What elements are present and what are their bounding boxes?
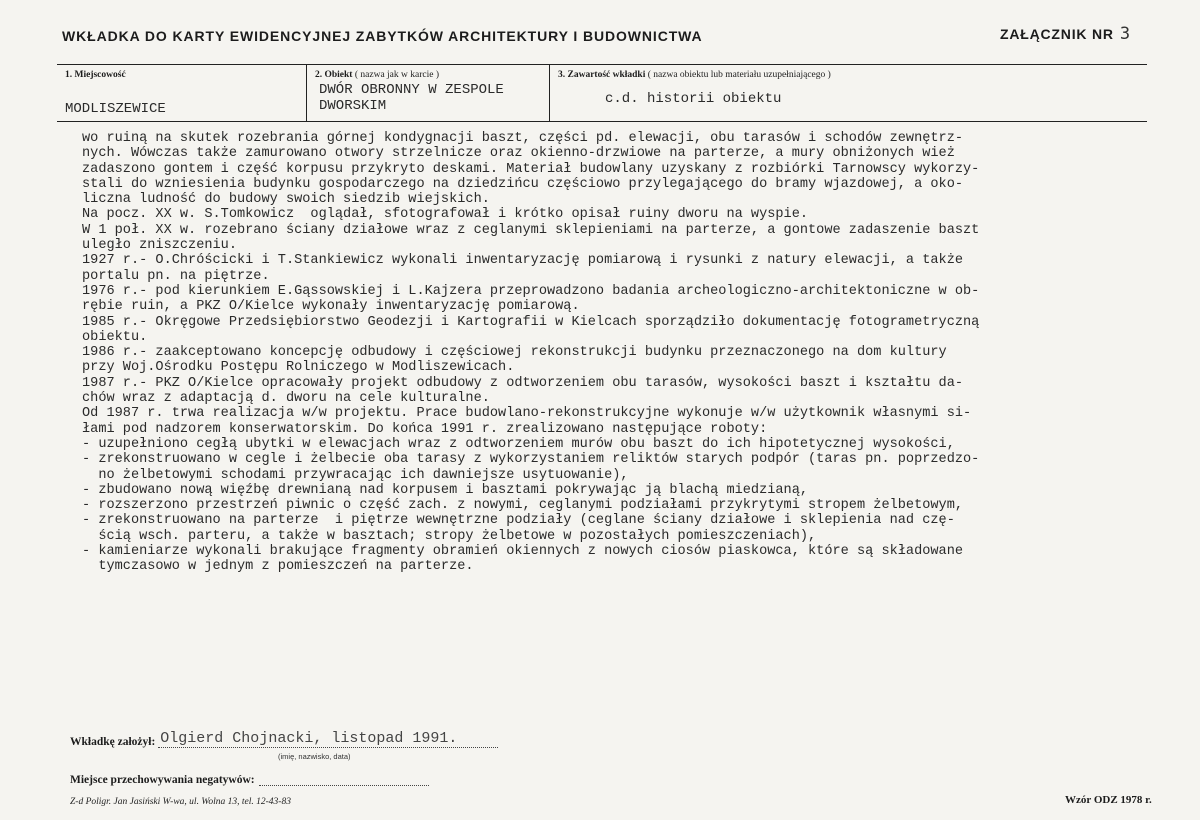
body-text xyxy=(82,131,1172,575)
body-line: stali do wzniesienia budynku gospodarczego na dziedzińcu częściowo przylegającego do bramy wjazdowej, a oko- xyxy=(82,176,964,192)
body-line: 1927 r.- O.Chróścicki i T.Stankiewicz wykonali inwentaryzację pomiarową i rysunki z natury elewacji, a także xyxy=(82,253,964,269)
body-line: 1985 r.- Okręgowe Przedsiębiorstwo Geodezji i Kartografii w Kielcach sporządziło dokumentację fotogrametryczną xyxy=(82,314,980,330)
header-fields-table xyxy=(57,64,1147,122)
negatives-label: Miejsce przechowywania negatywów: xyxy=(70,774,255,786)
body-line: - uzupełniono cegłą ubytki w elewacjach wraz z odtworzeniem murów obu baszt do ich hipotetycznej wysokości, xyxy=(82,436,955,452)
author-row xyxy=(70,730,498,748)
object-value-line-1: DWÓR OBRONNY W ZESPOLE xyxy=(319,82,504,98)
body-line: - zbudowano nową więźbę drewnianą nad korpusem i basztami pokrywając ją blachą miedzianą, xyxy=(82,482,809,498)
negatives-row xyxy=(70,774,429,786)
object-value-line-2: DWORSKIM xyxy=(319,98,387,114)
content-label-hint: ( nazwa obiektu lub materiału uzupełniającego ) xyxy=(647,70,831,80)
body-line: zadaszono gontem i część korpusu przykryto deskami. Materiał budowlany uzyskany z rozbiórki Tarnowscy wykorzy- xyxy=(82,161,980,177)
content-value: c.d. historii obiektu xyxy=(605,91,782,107)
body-line: portalu pn. na piętrze. xyxy=(82,268,270,284)
author-hint: (imię, nazwisko, data) xyxy=(278,752,351,761)
body-line: wo ruiną na skutek rozebrania górnej kondygnacji baszt, części pd. elewacji, obu tarasów i schodów zewnętrz- xyxy=(82,131,964,146)
content-label-text: 3. Zawartość wkładki xyxy=(558,70,646,80)
body-line: chów wraz z adaptacją d. dworu na cele kulturalne. xyxy=(82,391,490,407)
body-line: Na pocz. XX w. S.Tomkowicz oglądał, sfotografował i krótko opisał ruiny dworu na wyspie. xyxy=(82,207,809,223)
annex-label: ZAŁĄCZNIK NR xyxy=(1000,26,1114,42)
form-pattern: Wzór ODZ 1978 r. xyxy=(1065,794,1152,806)
body-line: - zrekonstruowano na parterze i piętrze wewnętrzne podziały (ceglane ściany działowe i sklepienia nad czę- xyxy=(82,513,955,529)
body-line: liczna ludność do budowy swoich siedzib wiejskich. xyxy=(82,192,490,208)
body-line: 1987 r.- PKZ O/Kielce opracowały projekt odbudowy z odtworzeniem obu tarasów, wysokości baszt i kształtu da- xyxy=(82,375,964,391)
author-label: Wkładkę założył: xyxy=(70,736,156,748)
annex-number xyxy=(1000,24,1131,44)
locality-cell xyxy=(57,65,306,121)
body-line: uległo zniszczeniu. xyxy=(82,238,237,254)
object-label xyxy=(315,70,439,80)
annex-number-value: 3 xyxy=(1119,24,1131,44)
locality-value: MODLISZEWICE xyxy=(65,101,166,117)
body-line: W 1 poł. XX w. rozebrano ściany działowe wraz z ceglanymi sklepieniami na parterze, a gontowe zadaszenie baszt xyxy=(82,222,980,238)
body-line: obiektu. xyxy=(82,329,148,345)
body-line: - kamieniarze wykonali brakujące fragmenty obramień okiennych z nowych ciosów piaskowca, które są składowane xyxy=(82,544,964,560)
body-line: - rozszerzono przestrzeń piwnic o część zach. z nowymi, ceglanymi podziałami przykrytymi stropem żelbetowym, xyxy=(82,498,964,514)
body-line: ścią wsch. parteru, a także w basztach; stropy żelbetowe w pozostałych pomieszczeniach), xyxy=(82,528,817,544)
object-cell xyxy=(306,65,549,121)
body-line: 1986 r.- zaakceptowano koncepcję odbudowy i częściowej rekonstrukcji budynku przeznaczonego na dom kultury xyxy=(82,345,947,361)
author-line xyxy=(158,730,498,748)
author-value: Olgierd Chojnacki, listopad 1991. xyxy=(160,730,458,747)
body-line: łami pod nadzorem konserwatorskim. Do końca 1991 r. zrealizowano następujące roboty: xyxy=(82,421,768,437)
object-label-text: 2. Obiekt xyxy=(315,70,353,80)
printer-imprint: Z-d Poligr. Jan Jasiński W-wa, ul. Wolna 13, tel. 12-43-83 xyxy=(70,797,291,807)
body-line: - zrekonstruowano w cegle i żelbecie oba tarasy z wykorzystaniem reliktów starych podpór (taras pn. poprzedzo- xyxy=(82,452,980,468)
locality-label: 1. Miejscowość xyxy=(65,70,126,80)
body-line: tymczasowo w jednym z pomieszczeń na parterze. xyxy=(82,559,474,575)
body-line: przy Woj.Ośrodku Postępu Rolniczego w Modliszewicach. xyxy=(82,360,515,376)
body-line: rębie ruin, a PKZ O/Kielce wykonały inwentaryzację pomiarową. xyxy=(82,299,580,315)
content-cell xyxy=(549,65,1147,121)
object-label-hint: ( nazwa jak w karcie ) xyxy=(354,70,439,80)
negatives-line xyxy=(259,774,429,786)
body-line: no żelbetowymi schodami przywracając ich dawniejsze usytuowanie), xyxy=(82,467,629,483)
body-line: 1976 r.- pod kierunkiem E.Gąssowskiej i L.Kajzera przeprowadzono badania archeologiczno-architektoniczne w ob- xyxy=(82,283,980,299)
body-line: nych. Wówczas także zamurowano otwory strzelnicze oraz okienno-drzwiowe na parterze, a mury obniżonych wież xyxy=(82,146,955,162)
form-title: WKŁADKA DO KARTY EWIDENCYJNEJ ZABYTKÓW ARCHITEKTURY I BUDOWNICTWA xyxy=(62,28,703,44)
content-label xyxy=(558,70,831,80)
body-line: Od 1987 r. trwa realizacja w/w projektu. Prace budowlano-rekonstrukcyjne wykonuje w/w użytkownik własnymi si- xyxy=(82,406,972,422)
